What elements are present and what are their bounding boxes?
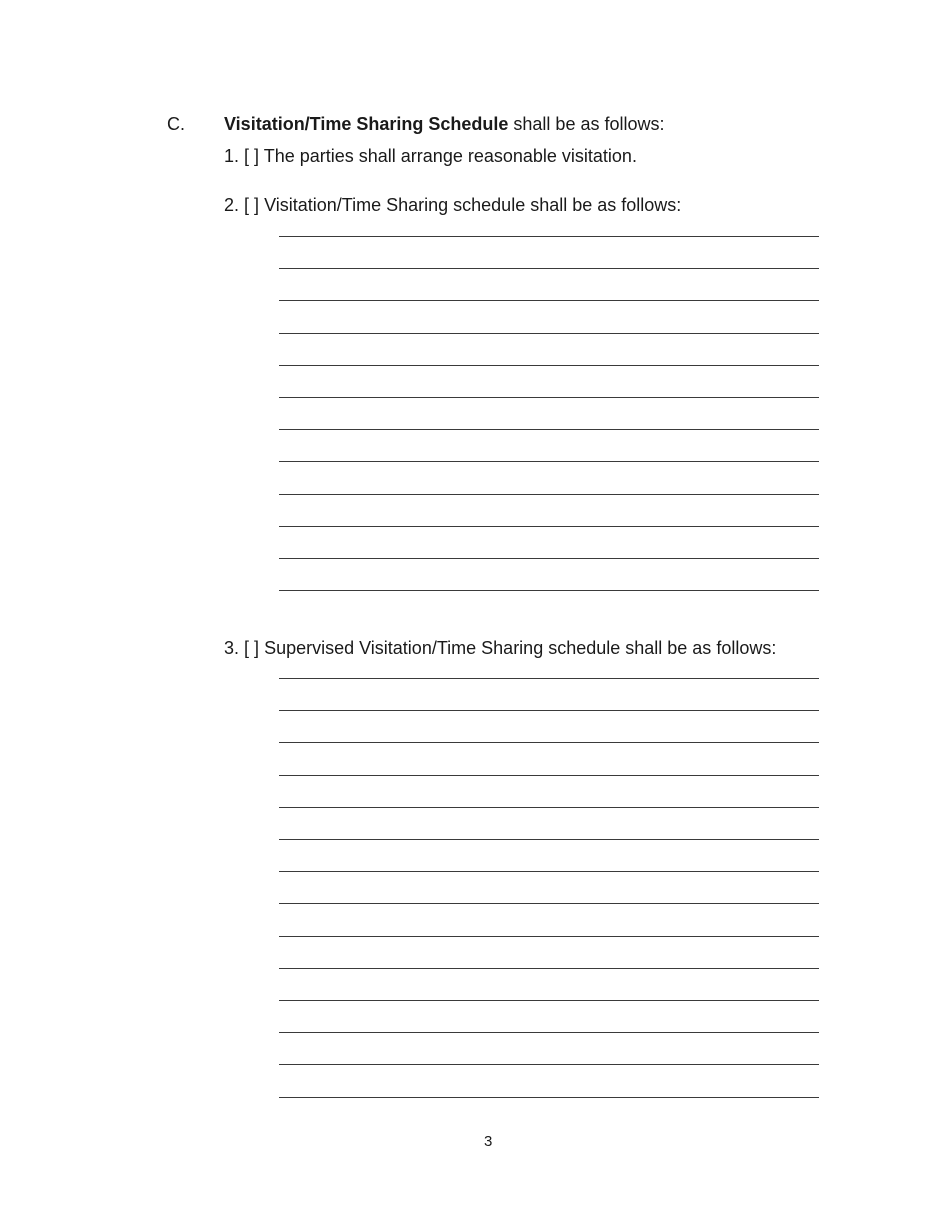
section-heading-rest: shall be as follows: bbox=[508, 114, 665, 134]
option-3-checkbox[interactable]: [ ] bbox=[244, 638, 260, 658]
blank-fill-line[interactable] bbox=[279, 558, 819, 559]
option-1-text: The parties shall arrange reasonable visitation. bbox=[263, 146, 637, 166]
blank-fill-line[interactable] bbox=[279, 968, 819, 969]
option-1-checkbox[interactable]: [ ] bbox=[244, 146, 260, 166]
section-heading-bold: Visitation/Time Sharing Schedule bbox=[224, 114, 509, 134]
blank-fill-line[interactable] bbox=[279, 461, 819, 462]
blank-fill-line[interactable] bbox=[279, 871, 819, 872]
section-heading bbox=[224, 113, 664, 135]
blank-fill-line[interactable] bbox=[279, 807, 819, 808]
blank-fill-line[interactable] bbox=[279, 268, 819, 269]
option-2-checkbox[interactable]: [ ] bbox=[244, 195, 260, 215]
blank-fill-line[interactable] bbox=[279, 333, 819, 334]
option-3-text: Supervised Visitation/Time Sharing schedule shall be as follows: bbox=[264, 638, 777, 658]
option-2 bbox=[224, 194, 681, 216]
blank-fill-line[interactable] bbox=[279, 429, 819, 430]
blank-fill-line[interactable] bbox=[279, 903, 819, 904]
option-3-number: 3. bbox=[224, 638, 240, 658]
option-1-number: 1. bbox=[224, 146, 240, 166]
blank-fill-line[interactable] bbox=[279, 742, 819, 743]
blank-fill-line[interactable] bbox=[279, 300, 819, 301]
blank-fill-line[interactable] bbox=[279, 526, 819, 527]
option-1 bbox=[224, 145, 637, 167]
option-2-number: 2. bbox=[224, 195, 240, 215]
blank-fill-line[interactable] bbox=[279, 710, 819, 711]
page-number: 3 bbox=[484, 1133, 493, 1150]
blank-fill-line[interactable] bbox=[279, 494, 819, 495]
section-letter: C. bbox=[167, 114, 185, 134]
option-2-text: Visitation/Time Sharing schedule shall be as follows: bbox=[264, 195, 682, 215]
blank-fill-line[interactable] bbox=[279, 1097, 819, 1098]
blank-fill-line[interactable] bbox=[279, 839, 819, 840]
blank-fill-line[interactable] bbox=[279, 397, 819, 398]
blank-fill-line[interactable] bbox=[279, 775, 819, 776]
blank-fill-line[interactable] bbox=[279, 678, 819, 679]
blank-fill-line[interactable] bbox=[279, 236, 819, 237]
blank-fill-line[interactable] bbox=[279, 936, 819, 937]
option-3 bbox=[224, 637, 776, 659]
blank-fill-line[interactable] bbox=[279, 1032, 819, 1033]
blank-fill-line[interactable] bbox=[279, 1064, 819, 1065]
blank-fill-line[interactable] bbox=[279, 590, 819, 591]
blank-fill-line[interactable] bbox=[279, 365, 819, 366]
blank-fill-line[interactable] bbox=[279, 1000, 819, 1001]
